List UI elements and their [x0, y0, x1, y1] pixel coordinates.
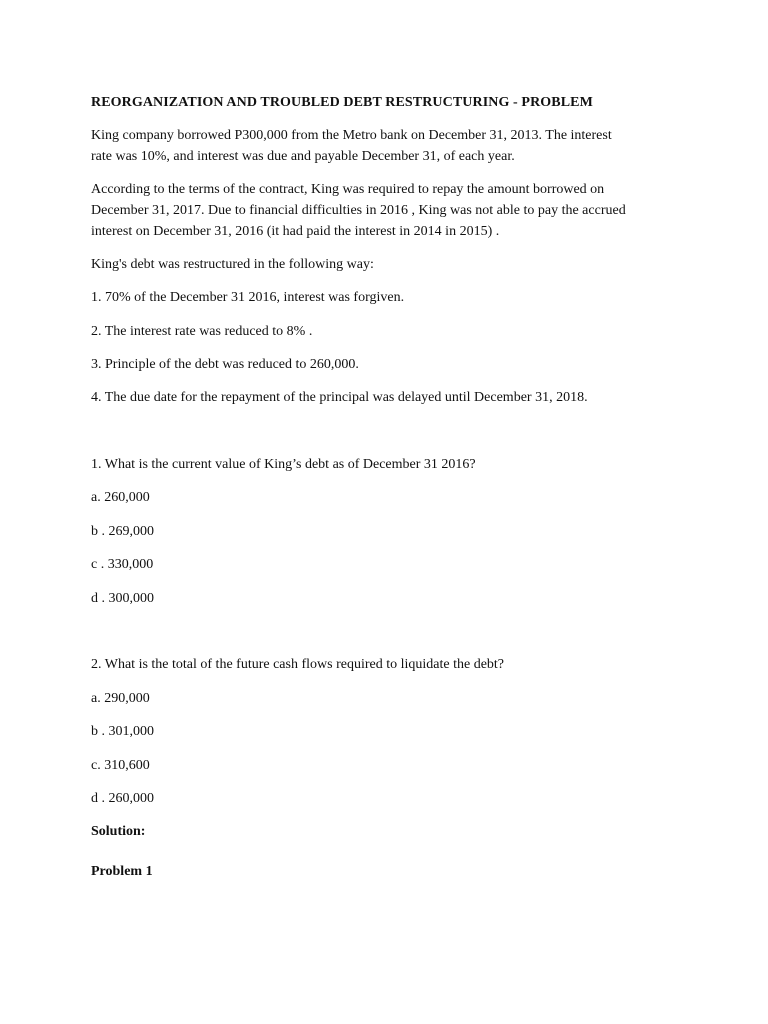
paragraph-line: According to the terms of the contract, King was required to repay the amount borrowed on: [91, 182, 605, 197]
paragraph-line: December 31, 2017. Due to financial difficulties in 2016 , King was not able to pay the accrued: [91, 203, 626, 218]
list-item: 1. 70% of the December 31 2016, interest was forgiven.: [91, 290, 405, 305]
question-2: 2. What is the total of the future cash flows required to liquidate the debt?: [91, 657, 505, 672]
answer-option: a. 260,000: [91, 490, 150, 505]
list-item: 2. The interest rate was reduced to 8% .: [91, 324, 313, 339]
paragraph-line: interest on December 31, 2016 (it had paid the interest in 2014 in 2015) .: [91, 224, 500, 239]
paragraph-line: rate was 10%, and interest was due and payable December 31, of each year.: [91, 149, 515, 164]
answer-option: d . 300,000: [91, 591, 154, 606]
answer-option: d . 260,000: [91, 791, 154, 806]
list-item: 3. Principle of the debt was reduced to 260,000.: [91, 357, 359, 372]
answer-option: c . 330,000: [91, 557, 154, 572]
solution-label: Solution:: [91, 824, 146, 839]
list-item: 4. The due date for the repayment of the principal was delayed until December 31, 2018.: [91, 390, 588, 405]
restructure-intro: King's debt was restructured in the following way:: [91, 257, 374, 272]
answer-option: b . 269,000: [91, 524, 154, 539]
paragraph-line: King company borrowed P300,000 from the Metro bank on December 31, 2013. The interest: [91, 128, 612, 143]
document-title: REORGANIZATION AND TROUBLED DEBT RESTRUCTURING - PROBLEM: [91, 95, 593, 110]
answer-option: c. 310,600: [91, 758, 150, 773]
answer-option: a. 290,000: [91, 691, 150, 706]
problem-label: Problem 1: [91, 864, 153, 879]
answer-option: b . 301,000: [91, 724, 154, 739]
question-1: 1. What is the current value of King’s debt as of December 31 2016?: [91, 457, 476, 472]
